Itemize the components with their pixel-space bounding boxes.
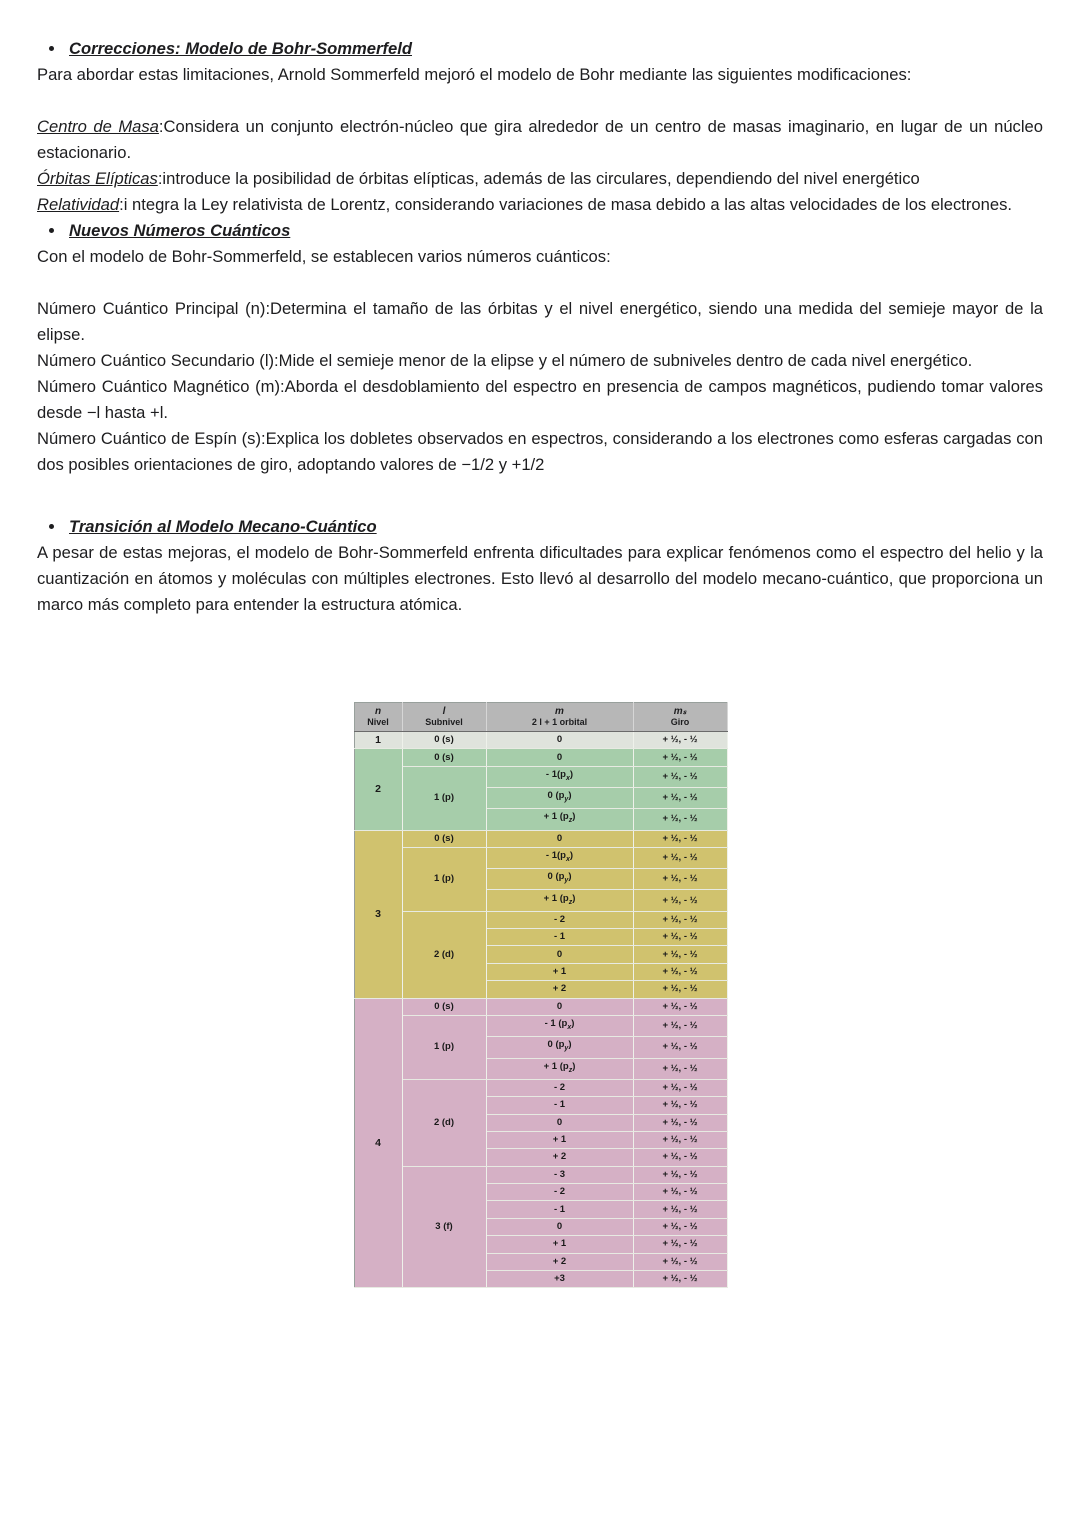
spin-cell: + ½, - ½ [633,749,727,766]
section-heading-correcciones [66,36,1043,62]
spin-cell: + ½, - ½ [633,1184,727,1201]
spin-cell: + ½, - ½ [633,1149,727,1166]
spin-cell: + ½, - ½ [633,963,727,980]
paragraph-relatividad [37,192,1043,218]
term-orbitas-elipticas-text: :introduce la posibilidad de órbitas elípticas, además de las circulares, dependiendo del nivel energético [157,169,920,188]
n-level-cell: 1 [354,732,402,749]
table-header-row [354,703,727,732]
orbital-m-cell: - 1 [486,1201,633,1218]
term-centro-de-masa: Centro de Masa [37,117,159,136]
subshell-cell: 3 (f) [402,1166,486,1288]
n-level-cell: 2 [354,749,402,830]
header-l-label: Subnivel [425,717,463,727]
orbital-m-cell: + 1 $(p_z)$ [486,890,633,911]
orbital-m-cell: - 2 [486,1079,633,1096]
subshell-cell: 1 (p) [402,847,486,911]
orbital-m-cell: +3 [486,1270,633,1287]
section-heading-nuevos-numeros [66,218,1043,244]
table-row [354,732,727,749]
spin-cell: + ½, - ½ [633,847,727,868]
spin-cell: + ½, - ½ [633,981,727,998]
orbital-m-cell: + 2 [486,1149,633,1166]
spin-cell: + ½, - ½ [633,890,727,911]
spin-cell: + ½, - ½ [633,1097,727,1114]
table-row [354,1015,727,1036]
orbital-m-cell: - $1(p_x)$ [486,766,633,787]
header-n-label: Nivel [367,717,389,727]
section-heading-transicion [66,514,1043,540]
header-m-orbital [486,703,633,732]
heading-list-nuevos-numeros [66,218,1043,244]
paragraph-numero-espin: Número Cuántico de Espín (s):Explica los dobletes observados en espectros, considerando a los electrones como esferas cargadas con dos posibles orientaciones de giro, adoptando valores de −1/2 y +1/2 [37,429,1043,474]
n-level-cell: 4 [354,998,402,1288]
spin-cell: + ½, - ½ [633,1236,727,1253]
orbital-m-cell: - 2 [486,911,633,928]
spacer [37,88,1043,114]
section-heading-text: Nuevos Números Cuánticos [69,221,291,240]
spin-cell: + ½, - ½ [633,946,727,963]
orbital-m-cell: 0 [486,1114,633,1131]
table-row [354,847,727,868]
header-n-symbol: n [374,706,382,717]
orbital-m-cell: 0 [486,732,633,749]
term-relatividad: Relatividad [37,195,120,214]
spin-cell: + ½, - ½ [633,732,727,749]
subshell-cell: 1 (p) [402,1015,486,1079]
spin-cell: + ½, - ½ [633,929,727,946]
spin-cell: + ½, - ½ [633,1270,727,1287]
paragraph-transicion: A pesar de estas mejoras, el modelo de Bohr-Sommerfeld enfrenta dificultades para explicar fenómenos como el espectro del helio y la cuantización en átomos y moléculas con múltiples electrones. Esto llevó al desarrollo del modelo mecano-cuántico, que proporciona un marco más completo para entender la estructura atómica. [37,543,1043,614]
orbital-m-cell: - $1(p_x)$ [486,847,633,868]
orbital-m-cell: + 1 [486,963,633,980]
quantum-table-body [354,732,727,1288]
spin-cell: + ½, - ½ [633,1131,727,1148]
orbital-m-cell: 0 $(p_y)$ [486,788,633,809]
spin-cell: + ½, - ½ [633,1253,727,1270]
subshell-cell: 0 (s) [402,749,486,766]
orbital-m-cell: - 1 $(p_x)$ [486,1015,633,1036]
orbital-m-cell: + 1 [486,1131,633,1148]
spin-cell: + ½, - ½ [633,1015,727,1036]
subshell-cell: 0 (s) [402,998,486,1015]
term-orbitas-elipticas: Órbitas Elípticas [37,169,158,188]
heading-list-correcciones [66,36,1043,62]
spin-cell: + ½, - ½ [633,998,727,1015]
table-row [354,830,727,847]
orbital-m-cell: - 1 [486,1097,633,1114]
paragraph-numero-magnetico: Número Cuántico Magnético (m):Aborda el desdoblamiento del espectro en presencia de campos magnéticos, pudiendo tomar valores desde −l hasta +l. [37,377,1043,422]
table-row [354,766,727,787]
spin-cell: + ½, - ½ [633,788,727,809]
header-ms-giro [633,703,727,732]
paragraph-intro-correcciones: Para abordar estas limitaciones, Arnold Sommerfeld mejoró el modelo de Bohr mediante las siguientes modificaciones: [37,65,912,84]
header-l-symbol: l [442,706,446,717]
paragraph-numero-secundario: Número Cuántico Secundario (l):Mide el semieje menor de la elipse y el número de subniveles dentro de cada nivel energético. [37,351,973,370]
spin-cell: + ½, - ½ [633,809,727,830]
table-row [354,911,727,928]
spin-cell: + ½, - ½ [633,766,727,787]
orbital-m-cell: 0 [486,830,633,847]
orbital-m-cell: 0 $(p_y)$ [486,1037,633,1058]
orbital-m-cell: 0 [486,1218,633,1235]
orbital-m-cell: 0 [486,998,633,1015]
section-heading-text: Transición al Modelo Mecano-Cuántico [69,517,377,536]
spin-cell: + ½, - ½ [633,830,727,847]
table-row [354,1166,727,1183]
n-level-cell: 3 [354,830,402,998]
spin-cell: + ½, - ½ [633,1201,727,1218]
term-relatividad-text: :i ntegra la Ley relativista de Lorentz, considerando variaciones de masa debido a las altas velocidades de los electrones. [119,195,1012,214]
spin-cell: + ½, - ½ [633,1037,727,1058]
term-centro-de-masa-text: :Considera un conjunto electrón-núcleo que gira alrededor de un centro de masas imaginario, en lugar de un núcleo estacionario. [37,117,1043,162]
paragraph-centro-de-masa [37,114,1043,166]
table-row [354,1079,727,1096]
quantum-numbers-table-wrapper [354,702,727,1288]
table-row [354,749,727,766]
orbital-m-cell: + 2 [486,1253,633,1270]
subshell-cell: 1 (p) [402,766,486,830]
spin-cell: + ½, - ½ [633,1166,727,1183]
orbital-m-cell: 0 $(p_y)$ [486,869,633,890]
header-m-label: 2 l + 1 orbital [531,717,588,727]
quantum-table [354,702,728,1288]
header-l-subnivel [402,703,486,732]
heading-list-transicion [66,514,1043,540]
header-ms-label: Giro [670,717,690,727]
orbital-m-cell: + 1 $(p_z)$ [486,1058,633,1079]
orbital-m-cell: 0 [486,946,633,963]
orbital-m-cell: + 2 [486,981,633,998]
spin-cell: + ½, - ½ [633,1058,727,1079]
spin-cell: + ½, - ½ [633,869,727,890]
spin-cell: + ½, - ½ [633,1218,727,1235]
paragraph-intro-numeros: Con el modelo de Bohr-Sommerfeld, se establecen varios números cuánticos: [37,247,611,266]
orbital-m-cell: - 1 [486,929,633,946]
subshell-cell: 2 (d) [402,911,486,998]
header-n-nivel [354,703,402,732]
section-heading-text: Correcciones: Modelo de Bohr-Sommerfeld [69,39,412,58]
orbital-m-cell: - 2 [486,1184,633,1201]
orbital-m-cell: - 3 [486,1166,633,1183]
orbital-m-cell: + 1 $(p_z)$ [486,809,633,830]
orbital-m-cell: + 1 [486,1236,633,1253]
spacer [37,478,1043,514]
subshell-cell: 0 (s) [402,732,486,749]
spacer [37,270,1043,296]
header-ms-symbol: mₛ [673,706,687,717]
spin-cell: + ½, - ½ [633,911,727,928]
subshell-cell: 0 (s) [402,830,486,847]
subshell-cell: 2 (d) [402,1079,486,1166]
orbital-m-cell: 0 [486,749,633,766]
paragraph-numero-principal: Número Cuántico Principal (n):Determina el tamaño de las órbitas y el nivel energético, siendo una medida del semieje mayor de la elipse. [37,299,1043,344]
paragraph-orbitas-elipticas [37,166,1043,192]
table-row [354,998,727,1015]
spin-cell: + ½, - ½ [633,1114,727,1131]
header-m-symbol: m [555,706,564,717]
spin-cell: + ½, - ½ [633,1079,727,1096]
